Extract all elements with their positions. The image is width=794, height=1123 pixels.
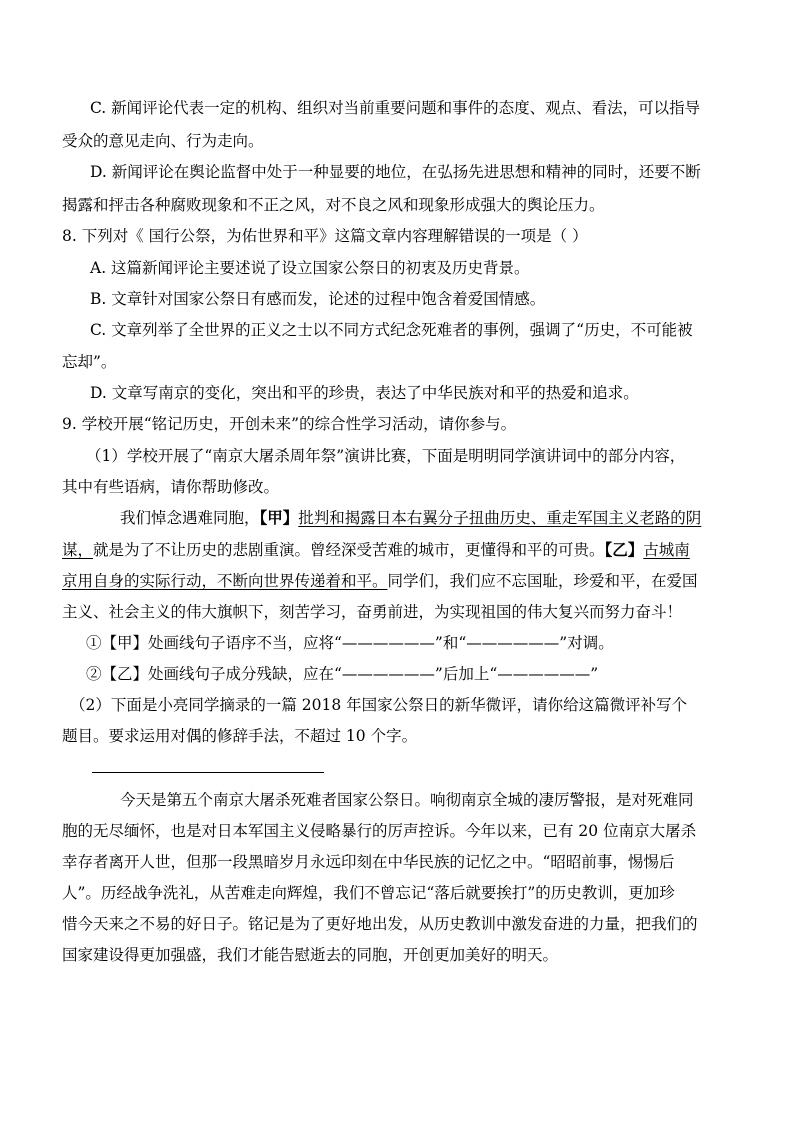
q7-option-d-line2: 揭露和抨击各种腐败现象和不正之风，对不良之风和现象形成强大的舆论压力。 [62,196,605,214]
article-line4: 人”。历经战争洗礼，从苦难走向辉煌，我们不曾忘记“落后就要挨打”的历史教训，更加珍 [62,884,675,902]
underlined-sentence-jia: 批判和揭露日本右翼分子扭曲历史、重走军国主义老路的阴 [298,509,702,527]
article-line2: 胞的无尽缅怀，也是对日本军国主义侵略暴行的厉声控诉。今年以来，已有 20 位南京大屠杀 [62,822,697,840]
q8-option-b: B. 文章针对国家公祭日有感而发，论述的过程中饱含着爱国情感。 [90,290,546,308]
article-line5: 惜今天来之不易的好日子。铭记是为了更好地出发，从历史教训中激发奋进的力量，把我们的 [62,915,698,933]
title-answer-blank[interactable] [92,772,324,773]
speech-text: 就是为了不让历史的悲剧重演。曾经深受苦难的城市，更懂得和平的可贵。 [93,541,605,559]
speech-text: 我们悼念遇难同胞， [120,509,260,527]
q8-stem: 8. 下列对《 国行公祭，为佑世界和平》这篇文章内容理解错误的一项是（ ） [62,227,588,245]
mark-jia: 【甲】 [259,508,299,527]
underlined-sentence-yi: 古城南 [643,541,690,559]
q9-part1-line1: （1）学校开展了“南京大屠杀周年祭”演讲比赛，下面是明明同学演讲词中的部分内容， [86,447,686,465]
speech-line1 [120,508,701,528]
speech-line4: 主义、社会主义的伟大旗帜下，刻苦学习，奋勇前进，为实现祖国的伟大复兴而努力奋斗！ [62,603,683,621]
q9-part2-line1: （2）下面是小亮同学摘录的一篇 2018 年国家公祭日的新华微评，请你给这篇微评补写个 [70,696,688,714]
q9-part1-line2: 其中有些语病，请你帮助修改。 [62,478,280,496]
q8-option-c-line2: 忘却”。 [62,353,117,371]
underlined-sentence-jia-end: 谋， [62,541,94,559]
q7-option-c-line1: C. 新闻评论代表一定的机构、组织对当前重要问题和事件的态度、观点、看法，可以指导 [90,99,701,117]
q8-option-a: A. 这篇新闻评论主要述说了设立国家公祭日的初衷及历史背景。 [90,259,530,277]
speech-line3 [62,571,698,591]
article-line3: 幸存者离开人世，但那一段黑暗岁月永远印刻在中华民族的记忆之中。“昭昭前事，惕惕后 [62,853,675,871]
article-line1: 今天是第五个南京大屠杀死难者国家公祭日。响彻南京全城的凄厉警报，是对死难同 [120,791,694,809]
underlined-sentence-yi-end: 京用自身的实际行动，不断向世界传递着和平。 [62,572,388,590]
q9-stem: 9. 学校开展“铭记历史，开创未来”的综合性学习活动，请你参与。 [62,415,517,433]
article-line6: 国家建设得更加强盛，我们才能告慰逝去的同胞，开创更加美好的明天。 [62,946,559,964]
q7-option-d-line1: D. 新闻评论在舆论监督中处于一种显要的地位，在弘扬先进思想和精神的同时，还要不断 [90,163,701,181]
q8-option-d: D. 文章写南京的变化，突出和平的珍贵，表达了中华民族对和平的热爱和追求。 [90,384,639,402]
q8-option-c-line1: C. 文章列举了全世界的正义之士以不同方式纪念死难者的事例，强调了“历史，不可能被 [90,321,693,339]
speech-text: 同学们，我们应不忘国耻，珍爱和平，在爱国 [387,572,698,590]
q7-option-c-line2: 受众的意见走向、行为走向。 [62,132,264,150]
q9-part2-line2: 题目。要求运用对偶的修辞手法，不超过 10 个字。 [62,727,418,745]
mark-yi: 【乙】 [604,540,644,559]
q9-fix2: ②【乙】处画线句子成分残缺，应在“——————”后加上“——————” [86,665,599,683]
q9-fix1: ①【甲】处画线句子语序不当，应将“——————”和“——————”对调。 [86,634,614,652]
speech-line2 [62,540,690,560]
